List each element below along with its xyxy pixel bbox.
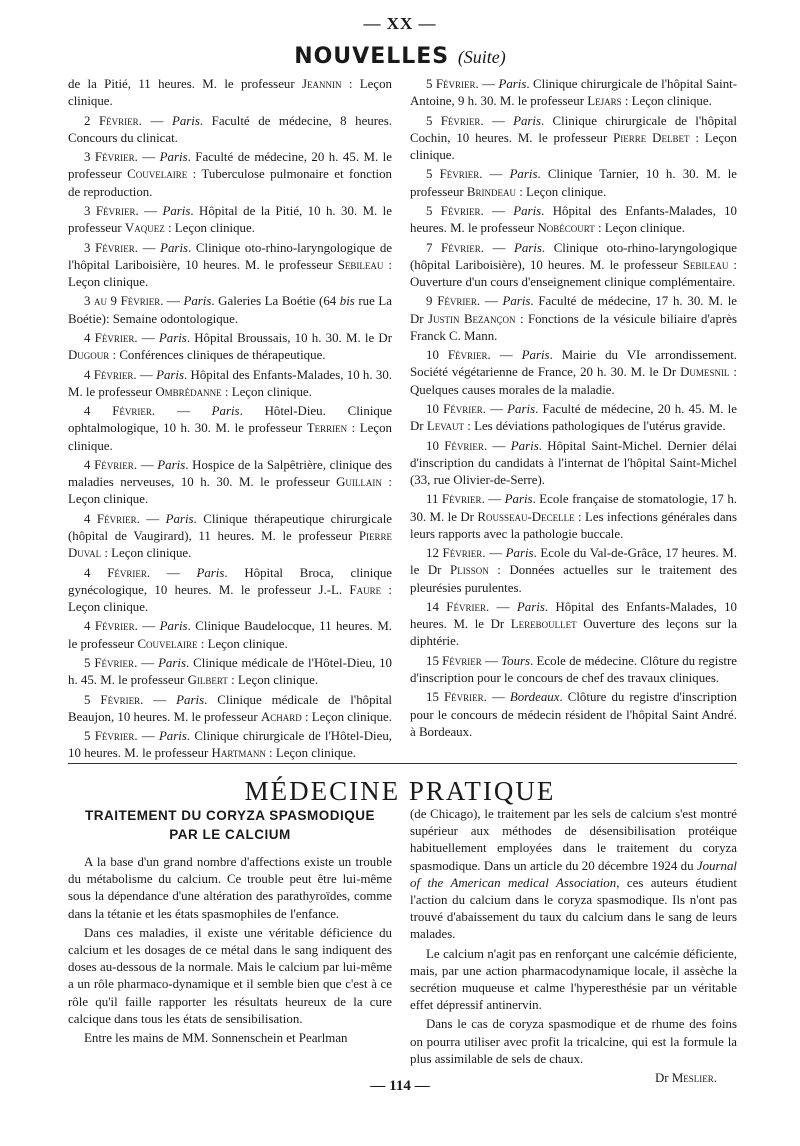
- text-run: : Les infections générales dans leurs rapports avec la pathologie buccale.: [410, 509, 738, 541]
- text-run: Tours: [501, 653, 531, 668]
- text-run: Février: [94, 457, 134, 472]
- text-run: 10: [426, 348, 448, 363]
- text-run: de la Pitié, 11 heures. M. le professeur: [68, 77, 302, 91]
- text-run: Février: [120, 294, 161, 309]
- text-run: 5: [84, 692, 101, 707]
- text-run: : Fonctions de la vésicule biliaire d'après Franck C. Mann.: [410, 311, 738, 343]
- text-run: . —: [136, 511, 166, 526]
- text-run: Vaquez: [124, 221, 165, 236]
- text-run: . Hôpital Broussais, 10 h. 30. M. le Dr: [186, 330, 392, 345]
- text-run: . —: [146, 565, 197, 580]
- text-run: : Leçon clinique.: [197, 636, 288, 651]
- text-run: 10: [426, 401, 444, 416]
- text-run: Février: [94, 330, 135, 345]
- text-run: : Leçon clinique.: [68, 475, 392, 507]
- news-entry: [68, 149, 392, 201]
- page-number: — 114 —: [370, 1078, 430, 1094]
- text-run: Paris: [157, 457, 186, 472]
- text-run: 9: [107, 294, 121, 309]
- text-run: Paris: [510, 438, 539, 453]
- text-run: Février: [442, 653, 482, 668]
- text-run: . Hôpital des Enfants-Malades, 10 h. 30. M. le professeur: [68, 367, 392, 399]
- text-run: : Leçon clinique.: [410, 130, 737, 162]
- signature-prefix: Dr: [654, 1071, 669, 1086]
- news-entry: [68, 293, 392, 327]
- page-number-roman: — XX —: [363, 14, 437, 33]
- text-run: . Hôpital Broca, clinique gynécologique, 10 heures. M. le professeur J.-L.: [68, 565, 393, 597]
- text-run: 4: [84, 330, 95, 345]
- text-run: . —: [480, 113, 514, 128]
- text-run: Février: [95, 240, 135, 255]
- text-run: . —: [485, 599, 517, 614]
- text-run: . Clinique Baudelocque, 11 heures. M. le professeur: [68, 619, 393, 651]
- text-run: . —: [160, 294, 184, 309]
- text-run: . —: [483, 690, 510, 705]
- text-run: : Ouverture d'un cours d'enseignement clinique complémentaire.: [410, 257, 737, 289]
- text-run: . —: [133, 367, 157, 382]
- text-run: . Galeries La Boétie (64: [211, 294, 340, 309]
- news-entry: [410, 76, 737, 110]
- text-run: : Leçon clinique.: [68, 257, 392, 289]
- text-run: Février: [447, 348, 488, 363]
- text-run: : Leçon clinique.: [164, 221, 255, 236]
- text-run: 5: [84, 729, 95, 744]
- text-run: : Données actuelles sur le traitement des pleurésies purulentes.: [410, 563, 737, 595]
- article-column-left: [68, 854, 392, 1049]
- news-entry: [410, 689, 737, 741]
- text-run: 5: [426, 167, 440, 182]
- text-run: Paris: [513, 113, 542, 128]
- text-run: Février: [94, 619, 135, 634]
- article-title: [68, 806, 392, 844]
- text-run: . —: [480, 240, 514, 255]
- text-run: 2: [84, 113, 100, 128]
- news-column-right: [410, 76, 737, 743]
- text-run: Février: [442, 546, 483, 561]
- text-run: . Ecole française de stomatologie, 17 h. 30. M. le Dr: [410, 492, 737, 524]
- text-run: Février: [440, 203, 481, 218]
- text-run: . Hôpital des Enfants-Malades, 10 heures. M. le Dr: [410, 599, 737, 632]
- text-run: Bordeaux: [509, 690, 560, 705]
- text-run: Paris: [513, 203, 542, 218]
- text-run: 14: [426, 599, 447, 614]
- text-run: 5: [426, 203, 441, 218]
- text-run: : Leçon clinique.: [265, 746, 357, 761]
- text-run: : Leçon clinique.: [227, 673, 319, 688]
- news-entry: [68, 240, 392, 292]
- text-run: Couvelaire: [137, 636, 198, 651]
- article-paragraph: [68, 1030, 392, 1047]
- news-entry: [410, 293, 737, 345]
- text-run: Nobécourt: [537, 221, 595, 236]
- text-run: Paris: [158, 729, 187, 744]
- news-entry: [68, 565, 392, 617]
- text-run: A la base d'un grand nombre d'affections existe un trouble du métabolisme du calcium. Ce trouble peut être lui-même sous la dépendance d'une altération des parathyroïdes, comme dans la tétanie et les états spasmophiles de l'enfance.: [68, 855, 392, 921]
- text-run: . Clôture du registre d'inscription pour le concours de médecin résident de l'hôpital Saint André. à Bordeaux.: [410, 690, 737, 739]
- text-run: Entre les mains de MM. Sonnenschein et Pearlman: [84, 1031, 348, 1046]
- section-divider: [68, 763, 737, 764]
- text-run: : Leçon clinique.: [301, 709, 392, 724]
- text-run: . Mairie du VIe arrondissement. Société végétarienne de France, 20 h. 30. M. le Dr: [410, 348, 738, 380]
- text-run: : Leçon clinique.: [68, 77, 392, 109]
- news-entry: [410, 653, 737, 687]
- text-run: au: [94, 294, 107, 309]
- text-run: Levaut: [426, 419, 465, 434]
- news-entry: [68, 457, 392, 509]
- text-run: . —: [134, 619, 160, 634]
- article-title-line-2: PAR LE CALCIUM: [169, 827, 291, 842]
- text-run: Février: [94, 655, 135, 670]
- text-run: 10: [426, 438, 445, 453]
- news-entry: [68, 113, 392, 147]
- text-run: Paris: [162, 203, 191, 218]
- text-run: Ouverture des leçons sur la diphtérie.: [410, 617, 737, 649]
- text-run: Paris: [513, 240, 542, 255]
- text-run: . Faculté de médecine, 20 h. 45. M. le Dr: [410, 401, 737, 434]
- text-run: 11: [426, 492, 442, 507]
- text-run: Paris: [196, 565, 225, 580]
- text-run: Février: [441, 240, 481, 255]
- text-run: Sebileau: [337, 257, 384, 272]
- text-run: . —: [134, 330, 159, 345]
- news-entry: [410, 599, 737, 651]
- text-run: Février: [446, 599, 486, 614]
- text-run: (de Chicago), le traitement par les sels de calcium s'est montré supérieur aux méthodes de désensibilisation protéique habituellement employées dans le traitement du coryza spasmodique. Dans un article du 20 décembre 1924 du: [410, 807, 737, 873]
- text-run: Paris: [505, 546, 534, 561]
- news-entry: [410, 401, 737, 435]
- article-paragraph: [68, 854, 392, 923]
- text-run: 5: [84, 655, 95, 670]
- text-run: Paris: [521, 348, 550, 363]
- text-run: Février: [437, 294, 477, 309]
- text-run: Paris: [171, 113, 200, 128]
- text-run: . —: [134, 729, 159, 744]
- news-entry: [68, 692, 392, 726]
- text-run: Plisson: [450, 563, 489, 578]
- text-run: Rousseau-Decelle: [477, 509, 575, 524]
- text-run: Pierre Duval: [68, 528, 392, 561]
- text-run: 3: [84, 150, 95, 165]
- news-entry: [68, 403, 392, 455]
- text-run: Paris: [160, 240, 189, 255]
- text-run: . Hôpital de la Pitié, 10 h. 30. M. le professeur: [68, 203, 392, 236]
- news-entry: [68, 76, 392, 110]
- text-run: Sebileau: [682, 257, 729, 272]
- text-run: 9: [426, 294, 438, 309]
- text-run: Pierre Delbet: [613, 130, 690, 145]
- text-run: Paris: [159, 619, 188, 634]
- text-run: Paris: [183, 294, 212, 309]
- text-run: Paris: [176, 692, 205, 707]
- text-run: Février: [95, 203, 136, 218]
- text-run: 5: [426, 77, 436, 91]
- text-run: Paris: [498, 77, 527, 91]
- section-title: [0, 44, 800, 69]
- text-run: Février: [440, 113, 481, 128]
- text-run: . Clinique Tarnier, 10 h. 30. M. le professeur: [410, 167, 738, 199]
- text-run: : Leçon clinique.: [516, 184, 607, 199]
- news-entry: [410, 240, 737, 292]
- text-run: . —: [133, 457, 158, 472]
- text-run: Lejars: [587, 94, 622, 109]
- text-run: : Quelques causes morales de la maladie.: [410, 365, 737, 397]
- article-paragraph: [410, 806, 737, 944]
- text-run: . —: [487, 348, 522, 363]
- article-title-line-1: TRAITEMENT DU CORYZA SPASMODIQUE: [84, 808, 375, 823]
- text-run: . —: [151, 404, 212, 419]
- news-entry: [410, 113, 737, 165]
- text-run: . Hôpital Saint-Michel. Dernier délai d'inscription du candidats à l'internat de l'hôpital Saint-Michel (33, rue Olivier-de-Serre).: [410, 438, 737, 487]
- text-run: Février: [93, 367, 134, 382]
- news-entry: [68, 511, 392, 563]
- text-run: : Tuberculose pulmonaire et fonction de reproduction.: [68, 167, 393, 199]
- text-run: . Clinique thérapeutique chirurgicale (hôpital de Vaugirard), 11 heures. M. le professeur: [68, 511, 393, 543]
- text-run: . Clinique chirurgicale de l'hôpital Saint-Antoine, 9 h. 30. M. le professeur: [410, 77, 738, 109]
- news-column-left: [68, 76, 392, 765]
- news-entry: [68, 618, 392, 652]
- news-entry: [410, 203, 737, 237]
- text-run: Paris: [507, 401, 536, 416]
- text-run: . —: [480, 203, 514, 218]
- text-run: Février: [435, 77, 476, 91]
- text-run: 3: [84, 240, 96, 255]
- text-run: 4: [84, 367, 94, 382]
- text-run: Brindeau: [466, 184, 517, 199]
- text-run: Paris: [159, 150, 188, 165]
- text-run: Février: [100, 692, 141, 707]
- news-entry: [68, 330, 392, 364]
- text-run: Février: [443, 401, 483, 416]
- text-run: : Leçon clinique.: [101, 546, 192, 561]
- text-run: . Clinique chirurgicale de l'hôpital Cochin, 10 heures. M. le professeur: [410, 113, 737, 145]
- text-run: Le calcium n'agit pas en renforçant une calcémie déficiente, mais, par une action pharmacodynamique locale, il assèche la secrétion muqueuse et calme l'hyperesthésie par un véritable effet dépressif antinervin.: [410, 946, 737, 1013]
- text-run: Paris: [509, 167, 538, 182]
- text-run: Février: [441, 492, 482, 507]
- text-run: Ombrédanne: [155, 384, 222, 399]
- text-run: Dans le cas de coryza spasmodique et de rhume des foins on pourra utiliser avec profit la tricalcine, qui est la formule la plus assimilable de sels de chaux.: [410, 1017, 737, 1066]
- news-entry: [68, 728, 392, 762]
- text-run: Février: [99, 113, 139, 128]
- text-run: Paris: [516, 599, 545, 614]
- text-run: 5: [426, 113, 441, 128]
- text-run: Dumesnil: [680, 365, 730, 380]
- text-run: . Ecole de médecine. Clôture du registre d'inscription pour le concours de chef des travaux cliniques.: [410, 653, 737, 685]
- text-run: . —: [476, 294, 503, 309]
- text-run: . Clinique médicale de l'Hôtel-Dieu, 10 h. 45. M. le professeur: [68, 655, 393, 688]
- news-entry: [410, 347, 737, 399]
- text-run: : Leçon clinique.: [621, 94, 712, 109]
- text-run: . Hôtel-Dieu. Clinique ophtalmologique, 10 h. 30. M. le professeur: [68, 404, 393, 436]
- text-run: 7: [426, 240, 442, 255]
- text-run: . —: [483, 438, 511, 453]
- text-run: . —: [482, 401, 508, 416]
- text-run: Paris: [502, 294, 531, 309]
- text-run: . Ecole du Val-de-Grâce, 17 heures. M. le Dr: [410, 546, 737, 578]
- text-run: bis: [339, 294, 355, 309]
- text-run: , ces auteurs étudient l'action du calcium dans le coryza spasmodique. Ils n'ont pas trouvé d'abaissement du taux du calcium dans le sang de leurs malades.: [410, 875, 737, 942]
- text-run: . —: [138, 113, 172, 128]
- text-run: : Les déviations pathologiques de l'utérus gravide.: [464, 419, 726, 434]
- text-run: Février: [107, 565, 147, 580]
- text-run: . Faculté de médecine, 17 h. 30. M. le Dr: [410, 294, 737, 326]
- text-run: Guillain: [336, 475, 382, 490]
- text-run: 4: [84, 404, 113, 419]
- text-run: Achard: [260, 709, 302, 724]
- article-column-right: [410, 806, 737, 1087]
- text-run: Février: [94, 150, 135, 165]
- text-run: Couvelaire: [127, 167, 188, 182]
- text-run: : Leçon clinique.: [68, 421, 392, 453]
- text-run: . —: [134, 240, 161, 255]
- text-run: Justin Bezançon: [428, 311, 516, 326]
- text-run: . Clinique chirurgicale de l'Hôtel-Dieu, 10 heures. M. le professeur: [68, 729, 393, 761]
- text-run: Gilbert: [187, 673, 228, 688]
- text-run: 15: [426, 653, 443, 668]
- text-run: Paris: [158, 655, 186, 670]
- text-run: . Clinique médicale de l'hôpital Beaujon, 10 heures. M. le professeur: [68, 692, 392, 724]
- text-run: Paris: [504, 492, 533, 507]
- text-run: . —: [482, 546, 506, 561]
- news-entry: [68, 655, 392, 689]
- text-run: Février: [443, 690, 484, 705]
- text-run: . —: [481, 492, 505, 507]
- news-entry: [410, 545, 737, 597]
- text-run: Faure: [349, 582, 382, 597]
- text-run: Paris: [158, 330, 187, 345]
- text-run: Paris: [211, 404, 240, 419]
- text-run: . Hôpital des Enfants-Malades, 10 heures. M. le professeur: [410, 203, 738, 236]
- text-run: . —: [475, 77, 499, 91]
- text-run: Paris: [156, 367, 185, 382]
- text-run: Hartmann: [211, 746, 266, 761]
- text-run: : Leçon clinique.: [221, 384, 312, 399]
- text-run: 3: [84, 203, 96, 218]
- text-run: . —: [140, 692, 177, 707]
- text-run: Février: [94, 729, 135, 744]
- text-run: . —: [479, 167, 510, 182]
- text-run: . Faculté de médecine, 8 heures. Concours du clinicat.: [68, 113, 392, 145]
- news-entry: [410, 166, 737, 200]
- text-run: . Clinique oto-rhino-laryngologique (hôpital Lariboisière), 10 heures. M. le professeur: [410, 240, 737, 272]
- news-entry: [68, 203, 392, 237]
- text-run: Lereboullet: [510, 617, 577, 632]
- article-paragraph: [68, 925, 392, 1028]
- article-paragraph: [410, 946, 737, 1015]
- text-run: Jeannin: [302, 77, 342, 91]
- text-run: Dugour: [68, 348, 110, 363]
- signature-name: Meslier.: [671, 1071, 717, 1086]
- section-title-text: NOUVELLES: [294, 44, 450, 69]
- text-run: Février: [439, 167, 480, 182]
- text-run: . Hospice de la Salpêtrière, clinique des maladies nerveuses, 10 h. 30. M. le professeur: [68, 457, 393, 490]
- medecine-pratique-title: MÉDECINE PRATIQUE: [244, 776, 556, 806]
- text-run: 15: [426, 690, 444, 705]
- article-paragraph: [410, 1016, 737, 1068]
- news-entry: [68, 367, 392, 401]
- text-run: Février: [444, 438, 484, 453]
- text-run: : Leçon clinique.: [594, 221, 685, 236]
- text-run: 4: [84, 511, 97, 526]
- text-run: 4: [84, 565, 108, 580]
- text-run: 4: [84, 457, 95, 472]
- news-entry: [410, 438, 737, 490]
- section-title-suffix: (Suite): [457, 47, 506, 67]
- text-run: rue La Boétie): Semaine odontologique.: [68, 294, 392, 326]
- text-run: 4: [84, 619, 95, 634]
- text-run: Février: [96, 511, 137, 526]
- text-run: . Clinique oto-rhino-laryngologique de l'hôpital Lariboisière, 10 heures. M. le professeur: [68, 240, 393, 272]
- text-run: 12: [426, 546, 443, 561]
- text-run: . —: [135, 203, 163, 218]
- text-run: Paris: [165, 511, 194, 526]
- text-run: . Faculté de médecine, 20 h. 45. M. le professeur: [68, 150, 392, 182]
- text-run: 3: [84, 294, 94, 309]
- text-run: Journal of the American medical Association: [410, 858, 737, 890]
- text-run: : Leçon clinique.: [68, 582, 392, 614]
- text-run: Dans ces maladies, il existe une véritable déficience du calcium et les dosages de ce métal dans le sang indiquent des doses au-dessous de la normale. Mais le calcium par lui-même a un rôle pharmaco-dynamique et il semble bien que c'est à ce rôle qu'il faille rapporter les résultats heureux de la cure calcique dans tous les états de sensibilisation.: [68, 925, 392, 1026]
- text-run: . —: [134, 150, 160, 165]
- text-run: —: [481, 653, 502, 668]
- text-run: Février: [112, 404, 152, 419]
- text-run: : Conférences cliniques de thérapeutique.: [109, 348, 326, 363]
- text-run: . —: [134, 655, 159, 670]
- news-entry: [410, 491, 737, 543]
- article-right-paragraphs: [410, 806, 737, 1068]
- text-run: Terrien: [306, 421, 348, 436]
